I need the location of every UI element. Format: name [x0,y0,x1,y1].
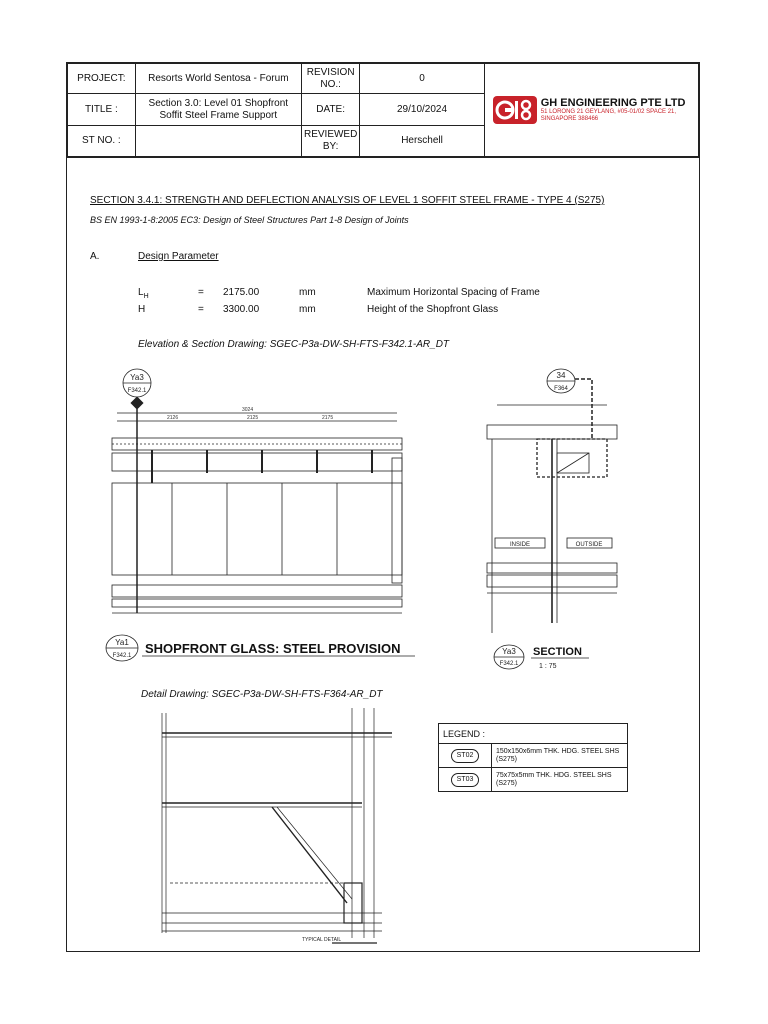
param-desc: Maximum Horizontal Spacing of Frame [367,287,540,298]
calculation-sheet [66,62,700,952]
param-unit: mm [299,287,316,298]
outside-label: OUTSIDE [575,542,603,548]
param-symbol-lh: $L_H$ [138,287,149,300]
part-title: Design Parameter [138,251,219,262]
section-title: SECTION [533,646,582,658]
detail-drawing [152,703,402,951]
company-logo [493,94,537,126]
reviewed-value: Herschell [360,126,484,157]
reviewed-label: REVIEWED BY: [301,126,359,157]
revision-label: REVISION NO.: [301,64,359,94]
elevation-tag-bottom: F342.1 [127,388,147,394]
legend-tag-st02: ST02 [439,744,492,768]
date-label: DATE: [301,94,359,126]
part-letter: A. [90,251,100,262]
detail-label: TYPICAL DETAIL [302,937,342,943]
elevation-dim-4: 2175 [322,415,334,421]
elevation-dim-2: 2126 [167,415,179,421]
project-value: Resorts World Sentosa - Forum [135,64,301,94]
elevation-drawing [97,363,417,673]
elevation-title-tag-top: Ya1 [115,638,129,647]
project-label: PROJECT: [68,64,136,94]
param-eq: = [198,304,204,315]
legend-table [438,723,628,792]
elevation-dim-3: 2125 [247,415,259,421]
title-label: TITLE : [68,94,136,126]
st-label: ST NO. : [68,126,136,157]
param-eq: = [198,287,204,298]
header-table [67,63,699,157]
elevation-caption: Elevation & Section Drawing: SGEC-P3a-DW-SH-FTS-F342.1-AR_DT [138,339,450,350]
legend-desc-st03: 75x75x5mm THK. HDG. STEEL SHS (S275) [492,768,628,792]
legend-title: LEGEND : [439,724,628,744]
section-title-tag-top: Ya3 [502,647,516,656]
section-title-tag-bottom: F342.1 [499,661,519,667]
elevation-dim-1: 3024 [242,407,254,413]
legend-desc-st02: 150x150x6mm THK. HDG. STEEL SHS (S275) [492,744,628,768]
param-value: 3300.00 [223,304,260,315]
detail-caption: Detail Drawing: SGEC-P3a-DW-SH-FTS-F364-AR_DT [141,689,383,700]
st-value [135,126,301,157]
header-divider [67,157,699,158]
revision-value: 0 [360,64,484,94]
section-tag-bottom: F364 [554,386,568,392]
section-drawing [467,363,647,673]
company-block [484,64,698,157]
section-tag-top: 34 [556,371,566,380]
company-address-1: 51 LORONG 21 GEYLANG, #05-01/02 SPACE 21, [540,109,677,115]
param-unit: mm [299,304,316,315]
title-value: Section 3.0: Level 01 Shopfront Soffit Steel Frame Support [135,94,301,126]
standard-reference: BS EN 1993-1-8:2005 EC3: Design of Steel Structures Part 1-8 Design of Joints [90,215,409,225]
param-desc: Height of the Shopfront Glass [367,304,499,315]
elevation-title-tag-bottom: F342.1 [112,653,132,659]
elevation-tag-top: Ya3 [130,373,144,382]
legend-tag-st03: ST03 [439,768,492,792]
company-address-2: SINGAPORE 388466 [540,116,599,122]
param-symbol-h: H [138,304,146,315]
inside-label: INSIDE [509,542,531,548]
param-value: 2175.00 [223,287,260,298]
company-name: GH ENGINEERING PTE LTD [540,97,686,109]
elevation-title: SHOPFRONT GLASS: STEEL PROVISION [145,641,401,656]
section-heading: SECTION 3.4.1: STRENGTH AND DEFLECTION ANALYSIS OF LEVEL 1 SOFFIT STEEL FRAME - TYPE 4 (S275) [90,195,605,206]
date-value: 29/10/2024 [360,94,484,126]
section-scale: 1 : 75 [539,663,557,670]
